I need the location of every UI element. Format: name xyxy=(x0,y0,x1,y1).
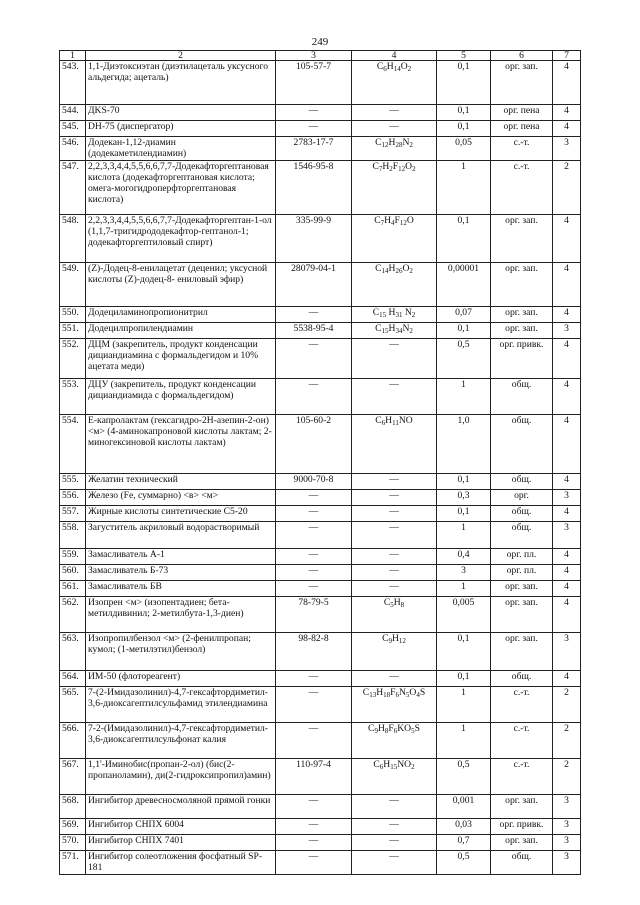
table-row xyxy=(60,819,581,835)
limiting-indicator: орг. пена xyxy=(491,105,553,121)
table-row xyxy=(60,633,581,671)
substance-name: 1,1-Диэтоксиэтан (диэтилацеталь уксусного альдегида; ацеталь) xyxy=(86,61,276,105)
concentration-value: 0,4 xyxy=(437,549,491,565)
hazard-class: 3 xyxy=(553,323,581,339)
chemical-formula: $C_7H_2F_{12}O_2$ xyxy=(352,161,437,215)
hazard-class: 3 xyxy=(553,851,581,875)
table-row xyxy=(60,565,581,581)
chemical-formula: — xyxy=(352,506,437,522)
limiting-indicator: орг. зап. xyxy=(491,581,553,597)
cas-number: — xyxy=(276,506,352,522)
table-row xyxy=(60,759,581,795)
limiting-indicator: орг. привк. xyxy=(491,819,553,835)
hazard-class: 2 xyxy=(553,759,581,795)
row-number: 554. xyxy=(60,415,86,474)
substance-name: Ингибитор СНПХ 6004 xyxy=(86,819,276,835)
hazard-class: 3 xyxy=(553,795,581,819)
hazard-class: 3 xyxy=(553,633,581,671)
table-row xyxy=(60,851,581,875)
row-number: 561. xyxy=(60,581,86,597)
hazard-class: 4 xyxy=(553,307,581,323)
concentration-value: 0,00001 xyxy=(437,263,491,307)
cas-number: 105-57-7 xyxy=(276,61,352,105)
chemical-formula: $C_7H_4F_{12}O$ xyxy=(352,215,437,263)
hazard-class: 4 xyxy=(553,549,581,565)
chemical-formula: — xyxy=(352,819,437,835)
table-row xyxy=(60,215,581,263)
chemical-formula: $C_9H_{12}$ xyxy=(352,633,437,671)
concentration-value: 0,001 xyxy=(437,795,491,819)
cas-number: 2783-17-7 xyxy=(276,137,352,161)
table-row xyxy=(60,549,581,565)
chemical-formula: — xyxy=(352,795,437,819)
limiting-indicator: общ. xyxy=(491,851,553,875)
limiting-indicator: с.-т. xyxy=(491,161,553,215)
substances-table xyxy=(59,50,581,875)
chemical-formula: — xyxy=(352,565,437,581)
concentration-value: 0,05 xyxy=(437,137,491,161)
concentration-value: 0,5 xyxy=(437,339,491,379)
hazard-class: 4 xyxy=(553,105,581,121)
hazard-class: 4 xyxy=(553,597,581,633)
concentration-value: 1 xyxy=(437,379,491,415)
limiting-indicator: общ. xyxy=(491,522,553,549)
concentration-value: 0,5 xyxy=(437,759,491,795)
cas-number: 78-79-5 xyxy=(276,597,352,633)
substance-name: Изопропилбензол <м> (2-фенилпропан; кумол; (1-метилэтил)бензол) xyxy=(86,633,276,671)
chemical-formula: — xyxy=(352,851,437,875)
chemical-formula: $C_{14}H_{26}O_2$ xyxy=(352,263,437,307)
limiting-indicator: орг. пена xyxy=(491,121,553,137)
row-number: 552. xyxy=(60,339,86,379)
hazard-class: 3 xyxy=(553,819,581,835)
cas-number: — xyxy=(276,851,352,875)
table-row xyxy=(60,307,581,323)
table-row xyxy=(60,161,581,215)
cas-number: — xyxy=(276,565,352,581)
chemical-formula: — xyxy=(352,835,437,851)
substance-name: Изопрен <м> (изопентадиен; бета-метилдивинил; 2-метилбута-1,3-диен) xyxy=(86,597,276,633)
cas-number: — xyxy=(276,105,352,121)
cas-number: 110-97-4 xyxy=(276,759,352,795)
cas-number: — xyxy=(276,121,352,137)
table-row xyxy=(60,137,581,161)
table-row xyxy=(60,379,581,415)
hazard-class: 4 xyxy=(553,474,581,490)
substance-name: Ингибитор древесносмоляной прямой гонки xyxy=(86,795,276,819)
substance-name: Додециламинопропионитрил xyxy=(86,307,276,323)
concentration-value: 0,07 xyxy=(437,307,491,323)
substance-name: ДЦУ (закрепитель, продукт конденсации дициандиамида с формальдегидом) xyxy=(86,379,276,415)
limiting-indicator: с.-т. xyxy=(491,137,553,161)
chemical-formula: — xyxy=(352,581,437,597)
cas-number: — xyxy=(276,379,352,415)
concentration-value: 0,3 xyxy=(437,490,491,506)
table-row xyxy=(60,795,581,819)
chemical-formula: — xyxy=(352,121,437,137)
limiting-indicator: орг. зап. xyxy=(491,61,553,105)
row-number: 567. xyxy=(60,759,86,795)
row-number: 562. xyxy=(60,597,86,633)
hazard-class: 3 xyxy=(553,522,581,549)
substance-name: Замасливатель Б-73 xyxy=(86,565,276,581)
chemical-formula: $C_{12}H_{28}N_2$ xyxy=(352,137,437,161)
table-row xyxy=(60,490,581,506)
table-row xyxy=(60,105,581,121)
row-number: 557. xyxy=(60,506,86,522)
cas-number: 1546-95-8 xyxy=(276,161,352,215)
substance-name: Желатин технический xyxy=(86,474,276,490)
concentration-value: 0,5 xyxy=(437,851,491,875)
column-number-row xyxy=(60,51,581,61)
limiting-indicator: орг. привк. xyxy=(491,339,553,379)
concentration-value: 0,03 xyxy=(437,819,491,835)
substance-name: ДЦМ (закрепитель, продукт конденсации дициандиамина с формальдегидом и 10% ацетата меди) xyxy=(86,339,276,379)
substance-name: DH-75 (диспергатор) xyxy=(86,121,276,137)
table-row xyxy=(60,671,581,687)
row-number: 568. xyxy=(60,795,86,819)
limiting-indicator: орг. зап. xyxy=(491,795,553,819)
cas-number: — xyxy=(276,549,352,565)
substance-name: 2,2,3,3,4,4,5,5,6,6,7,7-Додекафторгептановая кислота (додекафторгептановая кислота; омега-могогидроперфторгептановая кислота) xyxy=(86,161,276,215)
cas-number: — xyxy=(276,795,352,819)
concentration-value: 0,1 xyxy=(437,474,491,490)
substance-name: Ингибитор солеотложения фосфатный SP-181 xyxy=(86,851,276,875)
row-number: 559. xyxy=(60,549,86,565)
hazard-class: 2 xyxy=(553,723,581,759)
concentration-value: 0,1 xyxy=(437,506,491,522)
limiting-indicator: с.-т. xyxy=(491,759,553,795)
table-row xyxy=(60,415,581,474)
row-number: 564. xyxy=(60,671,86,687)
chemical-formula: $C_6H_{15}NO_2$ xyxy=(352,759,437,795)
row-number: 558. xyxy=(60,522,86,549)
table-row xyxy=(60,61,581,105)
limiting-indicator: с.-т. xyxy=(491,723,553,759)
chemical-formula: $C_{15}H_{34}N_2$ xyxy=(352,323,437,339)
row-number: 549. xyxy=(60,263,86,307)
row-number: 550. xyxy=(60,307,86,323)
table-row xyxy=(60,263,581,307)
cas-number: 5538-95-4 xyxy=(276,323,352,339)
hazard-class: 4 xyxy=(553,565,581,581)
hazard-class: 3 xyxy=(553,137,581,161)
concentration-value: 1 xyxy=(437,687,491,723)
limiting-indicator: орг. зап. xyxy=(491,835,553,851)
cas-number: — xyxy=(276,522,352,549)
hazard-class: 4 xyxy=(553,263,581,307)
hazard-class: 4 xyxy=(553,339,581,379)
column-header-6: 6 xyxy=(491,51,553,61)
hazard-class: 4 xyxy=(553,379,581,415)
concentration-value: 1 xyxy=(437,522,491,549)
substance-name: Замасливатель БВ xyxy=(86,581,276,597)
limiting-indicator: орг. зап. xyxy=(491,215,553,263)
row-number: 571. xyxy=(60,851,86,875)
cas-number: — xyxy=(276,687,352,723)
hazard-class: 3 xyxy=(553,835,581,851)
limiting-indicator: общ. xyxy=(491,506,553,522)
hazard-class: 3 xyxy=(553,490,581,506)
row-number: 553. xyxy=(60,379,86,415)
substance-name: 7-(2-Имидазолинил)-4,7-гексафтордиметил- 3,6-диоксагептилсульфамид этилендиамина xyxy=(86,687,276,723)
substance-name: ДKS-70 xyxy=(86,105,276,121)
chemical-formula: $C_{13}H_{18}F_6N_5O_4S$ xyxy=(352,687,437,723)
chemical-formula: $C_6H_{14}O_2$ xyxy=(352,61,437,105)
chemical-formula: — xyxy=(352,549,437,565)
chemical-formula: $C_6H_{11}NO$ xyxy=(352,415,437,474)
row-number: 545. xyxy=(60,121,86,137)
table-row xyxy=(60,687,581,723)
row-number: 569. xyxy=(60,819,86,835)
concentration-value: 0,005 xyxy=(437,597,491,633)
hazard-class: 4 xyxy=(553,581,581,597)
chemical-formula: — xyxy=(352,339,437,379)
chemical-formula: $C_9H_8F_6KO_5S$ xyxy=(352,723,437,759)
chemical-formula: — xyxy=(352,671,437,687)
table-row xyxy=(60,121,581,137)
chemical-formula: — xyxy=(352,379,437,415)
hazard-class: 2 xyxy=(553,687,581,723)
limiting-indicator: орг. пл. xyxy=(491,549,553,565)
concentration-value: 0,1 xyxy=(437,671,491,687)
row-number: 546. xyxy=(60,137,86,161)
table-row xyxy=(60,835,581,851)
cas-number: 28079-04-1 xyxy=(276,263,352,307)
cas-number: 105-60-2 xyxy=(276,415,352,474)
cas-number: 98-82-8 xyxy=(276,633,352,671)
row-number: 566. xyxy=(60,723,86,759)
cas-number: — xyxy=(276,819,352,835)
row-number: 556. xyxy=(60,490,86,506)
table-row xyxy=(60,506,581,522)
limiting-indicator: орг. зап. xyxy=(491,597,553,633)
row-number: 548. xyxy=(60,215,86,263)
concentration-value: 0,1 xyxy=(437,105,491,121)
row-number: 565. xyxy=(60,687,86,723)
substance-name: Додекан-1,12-диамин (додекаметилендиамин) xyxy=(86,137,276,161)
limiting-indicator: орг. пл. xyxy=(491,565,553,581)
hazard-class: 4 xyxy=(553,506,581,522)
hazard-class: 4 xyxy=(553,215,581,263)
concentration-value: 0,7 xyxy=(437,835,491,851)
limiting-indicator: орг. xyxy=(491,490,553,506)
column-header-2: 2 xyxy=(86,51,276,61)
concentration-value: 3 xyxy=(437,565,491,581)
limiting-indicator: общ. xyxy=(491,671,553,687)
row-number: 543. xyxy=(60,61,86,105)
substance-name: Ингибитор СНПХ 7401 xyxy=(86,835,276,851)
row-number: 555. xyxy=(60,474,86,490)
cas-number: 335-99-9 xyxy=(276,215,352,263)
cas-number: — xyxy=(276,581,352,597)
row-number: 547. xyxy=(60,161,86,215)
column-header-7: 7 xyxy=(553,51,581,61)
substance-name: ИМ-50 (флотореагент) xyxy=(86,671,276,687)
chemical-formula: $C_5H_8$ xyxy=(352,597,437,633)
cas-number: — xyxy=(276,723,352,759)
row-number: 560. xyxy=(60,565,86,581)
limiting-indicator: орг. зап. xyxy=(491,633,553,671)
hazard-class: 4 xyxy=(553,415,581,474)
table-row xyxy=(60,723,581,759)
substance-name: Загуститель акриловый водорастворимый xyxy=(86,522,276,549)
table-row xyxy=(60,323,581,339)
concentration-value: 0,1 xyxy=(437,633,491,671)
column-header-4: 4 xyxy=(352,51,437,61)
concentration-value: 1 xyxy=(437,723,491,759)
concentration-value: 0,1 xyxy=(437,121,491,137)
table-row xyxy=(60,474,581,490)
hazard-class: 4 xyxy=(553,671,581,687)
limiting-indicator: орг. зап. xyxy=(491,263,553,307)
cas-number: — xyxy=(276,490,352,506)
column-header-1: 1 xyxy=(60,51,86,61)
cas-number: — xyxy=(276,339,352,379)
substance-name: 7-2-(Имидазолинил)-4,7-гексафтордиметил- 3,6-диоксагептилсульфонат калия xyxy=(86,723,276,759)
table-row xyxy=(60,581,581,597)
chemical-formula: $C_{15}$ $H_{31}$ $N_2$ xyxy=(352,307,437,323)
cas-number: 9000-70-8 xyxy=(276,474,352,490)
limiting-indicator: общ. xyxy=(491,379,553,415)
substance-name: Додецилпропилендиамин xyxy=(86,323,276,339)
cas-number: — xyxy=(276,671,352,687)
concentration-value: 1 xyxy=(437,161,491,215)
column-header-3: 3 xyxy=(276,51,352,61)
limiting-indicator: общ. xyxy=(491,474,553,490)
row-number: 570. xyxy=(60,835,86,851)
concentration-value: 0,1 xyxy=(437,61,491,105)
substance-name: Замасливатель А-1 xyxy=(86,549,276,565)
concentration-value: 0,1 xyxy=(437,215,491,263)
substance-name: Е-капролактам (гексагидро-2Н-азепин-2-он) <м> (4-аминокапроновой кислоты лактам; 2-миногексиновой кислоты лактам) xyxy=(86,415,276,474)
chemical-formula: — xyxy=(352,474,437,490)
cas-number: — xyxy=(276,835,352,851)
chemical-formula: — xyxy=(352,490,437,506)
hazard-class: 2 xyxy=(553,161,581,215)
concentration-value: 1,0 xyxy=(437,415,491,474)
chemical-formula: — xyxy=(352,105,437,121)
substance-name: (Z)-Додец-8-енилацетат (деценил; уксусной кислоты (Z)-додец-8- ениловый эфир) xyxy=(86,263,276,307)
limiting-indicator: общ. xyxy=(491,415,553,474)
hazard-class: 4 xyxy=(553,121,581,137)
row-number: 544. xyxy=(60,105,86,121)
column-header-5: 5 xyxy=(437,51,491,61)
substance-name: Железо (Fe, суммарно) <в> <м> xyxy=(86,490,276,506)
limiting-indicator: орг. зап. xyxy=(491,307,553,323)
substance-name: 1,1'-Иминобис(пропан-2-ол) (бис(2-пропаноламин), ди(2-гидроксипропил)амин) xyxy=(86,759,276,795)
row-number: 563. xyxy=(60,633,86,671)
limiting-indicator: орг. зап. xyxy=(491,323,553,339)
hazard-class: 4 xyxy=(553,61,581,105)
table-row xyxy=(60,597,581,633)
concentration-value: 1 xyxy=(437,581,491,597)
substance-name: Жирные кислоты синтетические С5-20 xyxy=(86,506,276,522)
substance-name: 2,2,3,3,4,4,5,5,6,6,7,7-Додекафторгептан-1-ол (1,1,7-тригидрододекафтор-гептанол-1; додекафторгептиловый спирт) xyxy=(86,215,276,263)
table-row xyxy=(60,339,581,379)
page-number: 249 xyxy=(311,36,329,48)
row-number: 551. xyxy=(60,323,86,339)
table-row xyxy=(60,522,581,549)
limiting-indicator: с.-т. xyxy=(491,687,553,723)
concentration-value: 0,1 xyxy=(437,323,491,339)
chemical-formula: — xyxy=(352,522,437,549)
cas-number: — xyxy=(276,307,352,323)
